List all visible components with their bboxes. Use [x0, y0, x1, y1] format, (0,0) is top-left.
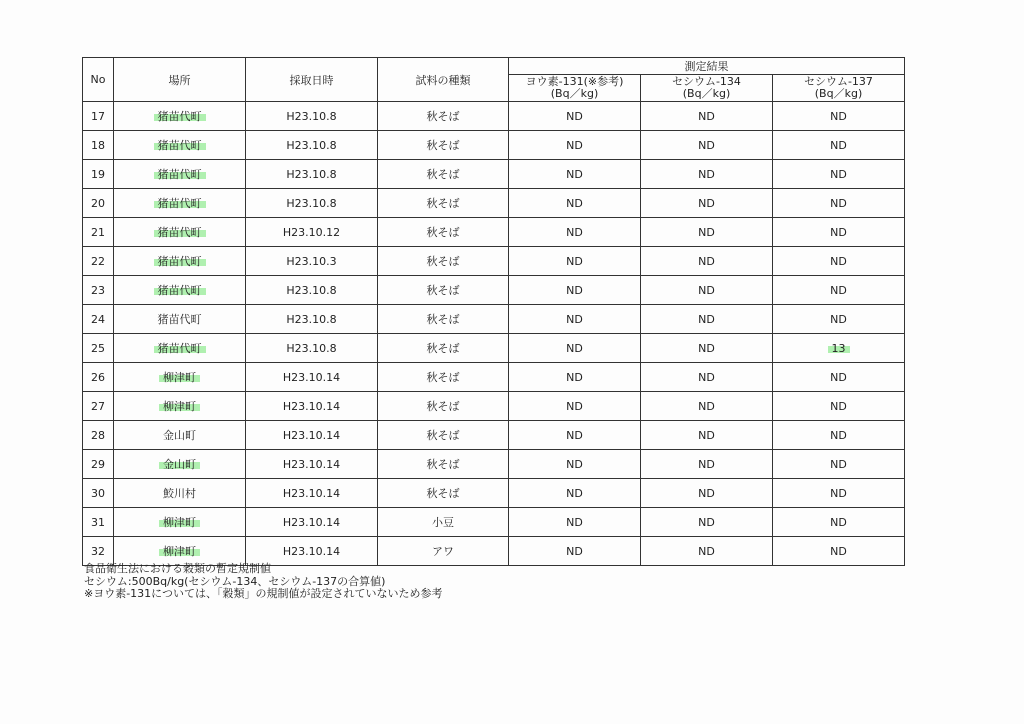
table-row	[83, 102, 905, 131]
cell-date-value: H23.10.14	[282, 515, 341, 529]
cell-iodine-131	[509, 247, 641, 276]
cell-cesium-134	[641, 160, 773, 189]
header-iodine-131	[509, 75, 641, 102]
cell-cesium-137	[773, 450, 905, 479]
cell-date-value: H23.10.3	[286, 254, 337, 268]
cell-date	[246, 363, 378, 392]
cell-sample-type-value: 秋そば	[426, 313, 460, 326]
cell-sample-type	[378, 160, 509, 189]
table-row	[83, 479, 905, 508]
cell-iodine-131	[509, 102, 641, 131]
header-cs134-unit: (Bq／kg)	[682, 87, 731, 100]
cell-cesium-134-value: ND	[698, 167, 715, 181]
cell-cesium-137-value: 13	[828, 342, 850, 355]
cell-iodine-131	[509, 421, 641, 450]
cell-cesium-134	[641, 363, 773, 392]
cell-sample-type	[378, 421, 509, 450]
cell-date-value: H23.10.14	[282, 428, 341, 442]
cell-no	[83, 508, 114, 537]
cell-place-value: 猪苗代町	[154, 284, 206, 297]
cell-iodine-131-value: ND	[566, 225, 583, 239]
cell-no-value: 22	[91, 254, 105, 268]
table-row	[83, 276, 905, 305]
cell-sample-type	[378, 537, 509, 566]
cell-place	[114, 131, 246, 160]
cell-cesium-134	[641, 537, 773, 566]
cell-date-value: H23.10.8	[286, 312, 337, 326]
cell-cesium-137-value: ND	[830, 515, 847, 529]
note-line-title: 食品衛生法における穀類の暫定規制値	[84, 562, 271, 575]
cell-iodine-131-value: ND	[566, 254, 583, 268]
cell-no	[83, 479, 114, 508]
cell-place-value: 柳津町	[159, 371, 200, 384]
cell-no-value: 31	[91, 515, 105, 529]
results-table	[82, 57, 905, 566]
cell-cesium-134	[641, 421, 773, 450]
cell-cesium-137-value: ND	[830, 167, 847, 181]
header-cs137-label: セシウム-137	[804, 75, 873, 88]
cell-cesium-134	[641, 247, 773, 276]
cell-no-value: 19	[91, 167, 105, 181]
cell-place-value: 猪苗代町	[154, 139, 206, 152]
cell-cesium-134-value: ND	[698, 283, 715, 297]
cell-cesium-134-value: ND	[698, 544, 715, 558]
cell-sample-type-value: 秋そば	[426, 255, 460, 268]
cell-date	[246, 305, 378, 334]
cell-cesium-134	[641, 131, 773, 160]
cell-place	[114, 218, 246, 247]
cell-cesium-137	[773, 247, 905, 276]
cell-sample-type-value: アワ	[432, 545, 454, 558]
cell-no	[83, 421, 114, 450]
table-row	[83, 363, 905, 392]
table-header	[83, 58, 905, 102]
cell-date-value: H23.10.8	[286, 196, 337, 210]
cell-cesium-137-value: ND	[830, 457, 847, 471]
cell-no	[83, 450, 114, 479]
cell-cesium-137-value: ND	[830, 486, 847, 500]
cell-cesium-137-value: ND	[830, 544, 847, 558]
cell-no-value: 28	[91, 428, 105, 442]
cell-cesium-134-value: ND	[698, 428, 715, 442]
cell-date-value: H23.10.14	[282, 486, 341, 500]
cell-iodine-131	[509, 189, 641, 218]
cell-cesium-137	[773, 334, 905, 363]
note-line-iodine-reference: ※ヨウ素-131については、「穀類」の規制値が設定されていないため参考	[84, 587, 443, 600]
cell-no-value: 21	[91, 225, 105, 239]
cell-cesium-134	[641, 450, 773, 479]
cell-cesium-134-value: ND	[698, 370, 715, 384]
table-row	[83, 450, 905, 479]
cell-cesium-137-value: ND	[830, 254, 847, 268]
cell-place-value: 柳津町	[159, 400, 200, 413]
cell-no	[83, 392, 114, 421]
cell-place-value: 金山町	[163, 429, 196, 442]
cell-iodine-131-value: ND	[566, 138, 583, 152]
header-place: 場所	[114, 58, 246, 102]
header-cs134-label: セシウム-134	[672, 75, 741, 88]
cell-iodine-131-value: ND	[566, 312, 583, 326]
cell-cesium-137-value: ND	[830, 283, 847, 297]
cell-place	[114, 421, 246, 450]
cell-cesium-137	[773, 276, 905, 305]
cell-date	[246, 479, 378, 508]
cell-iodine-131	[509, 305, 641, 334]
cell-place	[114, 247, 246, 276]
cell-iodine-131-value: ND	[566, 428, 583, 442]
cell-cesium-134-value: ND	[698, 515, 715, 529]
cell-no-value: 26	[91, 370, 105, 384]
cell-no	[83, 363, 114, 392]
cell-cesium-134-value: ND	[698, 486, 715, 500]
cell-iodine-131-value: ND	[566, 370, 583, 384]
cell-place-value: 猪苗代町	[154, 342, 206, 355]
cell-sample-type-value: 秋そば	[426, 429, 460, 442]
cell-no	[83, 334, 114, 363]
cell-no-value: 20	[91, 196, 105, 210]
cell-cesium-134-value: ND	[698, 341, 715, 355]
cell-cesium-134	[641, 334, 773, 363]
cell-place-value: 猪苗代町	[154, 255, 206, 268]
cell-no	[83, 218, 114, 247]
cell-iodine-131-value: ND	[566, 515, 583, 529]
cell-place	[114, 276, 246, 305]
cell-iodine-131	[509, 479, 641, 508]
header-iodine-label: ヨウ素-131(※参考)	[525, 75, 624, 88]
cell-date-value: H23.10.14	[282, 544, 341, 558]
cell-date	[246, 189, 378, 218]
cell-cesium-134-value: ND	[698, 254, 715, 268]
cell-place	[114, 363, 246, 392]
cell-sample-type	[378, 102, 509, 131]
table-body	[83, 102, 905, 566]
cell-iodine-131	[509, 508, 641, 537]
table-row	[83, 218, 905, 247]
cell-cesium-137	[773, 392, 905, 421]
cell-sample-type-value: 秋そば	[426, 197, 460, 210]
cell-date	[246, 247, 378, 276]
cell-date-value: H23.10.14	[282, 399, 341, 413]
cell-date	[246, 160, 378, 189]
cell-place-value: 猪苗代町	[154, 226, 206, 239]
cell-cesium-134-value: ND	[698, 457, 715, 471]
cell-sample-type	[378, 305, 509, 334]
cell-no	[83, 160, 114, 189]
cell-iodine-131-value: ND	[566, 544, 583, 558]
cell-no-value: 32	[91, 544, 105, 558]
cell-date-value: H23.10.8	[286, 109, 337, 123]
header-sample-type: 試料の種類	[378, 58, 509, 102]
cell-iodine-131-value: ND	[566, 341, 583, 355]
cell-date	[246, 276, 378, 305]
cell-cesium-134-value: ND	[698, 138, 715, 152]
table-row	[83, 334, 905, 363]
cell-no-value: 30	[91, 486, 105, 500]
cell-cesium-134	[641, 102, 773, 131]
cell-sample-type	[378, 508, 509, 537]
cell-cesium-137	[773, 537, 905, 566]
cell-date	[246, 508, 378, 537]
cell-date-value: H23.10.14	[282, 370, 341, 384]
cell-place	[114, 508, 246, 537]
cell-sample-type	[378, 131, 509, 160]
cell-iodine-131	[509, 160, 641, 189]
cell-date-value: H23.10.14	[282, 457, 341, 471]
header-iodine-unit: (Bq／kg)	[550, 87, 599, 100]
cell-cesium-134-value: ND	[698, 225, 715, 239]
cell-iodine-131-value: ND	[566, 109, 583, 123]
cell-no-value: 29	[91, 457, 105, 471]
cell-sample-type-value: 秋そば	[426, 400, 460, 413]
cell-iodine-131	[509, 450, 641, 479]
cell-cesium-134	[641, 218, 773, 247]
cell-cesium-137-value: ND	[830, 399, 847, 413]
cell-sample-type-value: 秋そば	[426, 342, 460, 355]
cell-place	[114, 450, 246, 479]
cell-no-value: 27	[91, 399, 105, 413]
cell-sample-type-value: 秋そば	[426, 226, 460, 239]
cell-cesium-134-value: ND	[698, 196, 715, 210]
cell-cesium-137	[773, 421, 905, 450]
cell-sample-type	[378, 218, 509, 247]
cell-sample-type-value: 秋そば	[426, 371, 460, 384]
cell-place-value: 猪苗代町	[154, 168, 206, 181]
cell-place	[114, 305, 246, 334]
cell-no	[83, 276, 114, 305]
header-cesium-137	[773, 75, 905, 102]
cell-cesium-134	[641, 479, 773, 508]
cell-sample-type	[378, 334, 509, 363]
cell-date	[246, 334, 378, 363]
cell-date	[246, 131, 378, 160]
cell-place-value: 柳津町	[159, 516, 200, 529]
cell-cesium-137	[773, 189, 905, 218]
cell-cesium-134-value: ND	[698, 109, 715, 123]
cell-place	[114, 189, 246, 218]
header-cesium-134	[641, 75, 773, 102]
cell-date	[246, 102, 378, 131]
cell-date-value: H23.10.12	[282, 225, 341, 239]
cell-sample-type-value: 秋そば	[426, 284, 460, 297]
cell-no	[83, 247, 114, 276]
cell-cesium-137-value: ND	[830, 109, 847, 123]
table-row	[83, 189, 905, 218]
cell-date-value: H23.10.8	[286, 167, 337, 181]
cell-sample-type-value: 秋そば	[426, 487, 460, 500]
cell-no-value: 25	[91, 341, 105, 355]
table-row	[83, 247, 905, 276]
cell-iodine-131-value: ND	[566, 486, 583, 500]
cell-sample-type	[378, 247, 509, 276]
cell-iodine-131	[509, 334, 641, 363]
cell-cesium-137-value: ND	[830, 225, 847, 239]
cell-cesium-137	[773, 102, 905, 131]
cell-date-value: H23.10.8	[286, 341, 337, 355]
cell-no-value: 17	[91, 109, 105, 123]
header-date: 採取日時	[246, 58, 378, 102]
cell-no	[83, 305, 114, 334]
cell-no	[83, 102, 114, 131]
cell-place-value: 猪苗代町	[154, 110, 206, 123]
note-line-cesium-limit: セシウム:500Bq/kg(セシウム-134、セシウム-137の合算値)	[84, 574, 386, 588]
cell-cesium-137	[773, 131, 905, 160]
cell-iodine-131-value: ND	[566, 399, 583, 413]
cell-cesium-137-value: ND	[830, 196, 847, 210]
cell-sample-type	[378, 450, 509, 479]
cell-cesium-134-value: ND	[698, 399, 715, 413]
cell-sample-type	[378, 363, 509, 392]
cell-place-value: 金山町	[159, 458, 200, 471]
cell-cesium-134	[641, 508, 773, 537]
cell-sample-type	[378, 276, 509, 305]
cell-iodine-131	[509, 218, 641, 247]
regulation-notes	[84, 563, 442, 601]
table-row	[83, 508, 905, 537]
cell-sample-type	[378, 189, 509, 218]
cell-sample-type-value: 秋そば	[426, 168, 460, 181]
table-row	[83, 160, 905, 189]
header-cs137-unit: (Bq／kg)	[814, 87, 863, 100]
cell-place-value: 猪苗代町	[154, 197, 206, 210]
cell-cesium-134	[641, 276, 773, 305]
cell-sample-type-value: 秋そば	[426, 458, 460, 471]
cell-date	[246, 218, 378, 247]
header-result-group: 測定結果	[509, 58, 905, 75]
cell-cesium-137-value: ND	[830, 312, 847, 326]
cell-place-value: 柳津町	[159, 545, 200, 558]
cell-place	[114, 392, 246, 421]
table-row	[83, 305, 905, 334]
cell-place-value: 猪苗代町	[157, 313, 202, 326]
cell-date-value: H23.10.8	[286, 283, 337, 297]
cell-date	[246, 392, 378, 421]
cell-iodine-131-value: ND	[566, 167, 583, 181]
cell-cesium-134-value: ND	[698, 312, 715, 326]
header-no: No	[83, 58, 114, 102]
cell-place-value: 鮫川村	[163, 487, 196, 500]
cell-sample-type-value: 小豆	[432, 516, 454, 529]
cell-place	[114, 334, 246, 363]
cell-date	[246, 450, 378, 479]
cell-cesium-137	[773, 160, 905, 189]
cell-iodine-131	[509, 276, 641, 305]
cell-cesium-134	[641, 392, 773, 421]
cell-cesium-137	[773, 508, 905, 537]
cell-sample-type	[378, 392, 509, 421]
cell-cesium-137	[773, 479, 905, 508]
cell-iodine-131-value: ND	[566, 457, 583, 471]
cell-no	[83, 131, 114, 160]
cell-date	[246, 421, 378, 450]
cell-iodine-131	[509, 537, 641, 566]
cell-cesium-137-value: ND	[830, 138, 847, 152]
cell-date-value: H23.10.8	[286, 138, 337, 152]
cell-iodine-131	[509, 363, 641, 392]
cell-cesium-134	[641, 189, 773, 218]
cell-cesium-137-value: ND	[830, 428, 847, 442]
cell-no-value: 24	[91, 312, 105, 326]
cell-cesium-137	[773, 363, 905, 392]
cell-cesium-137	[773, 218, 905, 247]
cell-sample-type-value: 秋そば	[426, 139, 460, 152]
cell-iodine-131-value: ND	[566, 283, 583, 297]
cell-no-value: 23	[91, 283, 105, 297]
table-row	[83, 131, 905, 160]
cell-iodine-131	[509, 392, 641, 421]
cell-no	[83, 189, 114, 218]
cell-sample-type	[378, 479, 509, 508]
cell-no-value: 18	[91, 138, 105, 152]
cell-cesium-137-value: ND	[830, 370, 847, 384]
cell-iodine-131	[509, 131, 641, 160]
cell-cesium-137	[773, 305, 905, 334]
cell-place	[114, 160, 246, 189]
cell-sample-type-value: 秋そば	[426, 110, 460, 123]
cell-place	[114, 479, 246, 508]
cell-iodine-131-value: ND	[566, 196, 583, 210]
table-row	[83, 392, 905, 421]
cell-cesium-134	[641, 305, 773, 334]
table-row	[83, 421, 905, 450]
cell-place	[114, 102, 246, 131]
